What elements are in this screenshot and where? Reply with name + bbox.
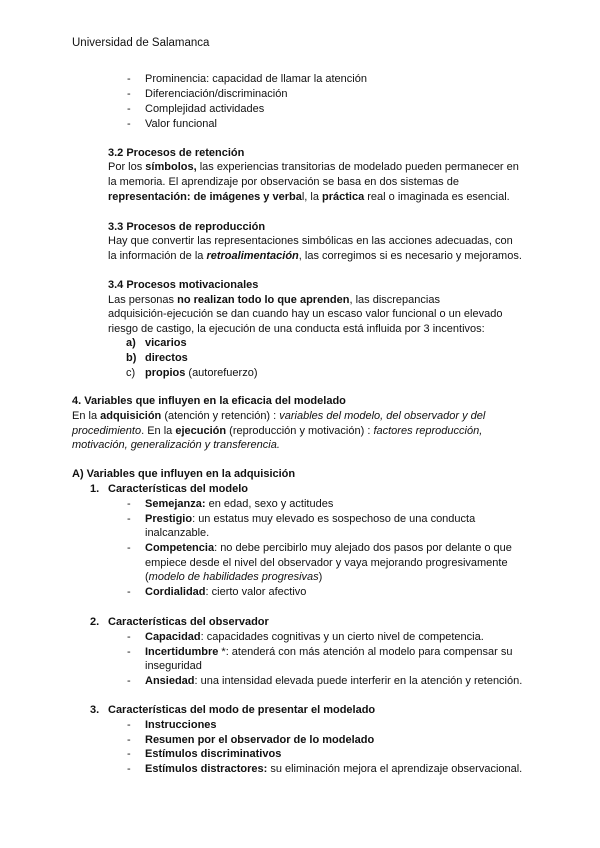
motivational-line-3: riesgo de castigo, la ejecución de una conducta está influida por 3 incentivos: [108,323,485,335]
list-item: Semejanza: en edad, sexo y actitudes [145,498,334,510]
list-item: Ansiedad: una intensidad elevada puede interferir en la atención y retención. [145,675,523,687]
motivational-line-2: adquisición-ejecución se dan cuando hay un escaso valor funcional o un elevado [108,308,503,320]
list-item: Complejidad actividades [145,103,265,115]
retention-heading: 3.2 Procesos de retención [108,147,245,159]
model-heading: Características del modelo [108,483,249,495]
variables-heading: 4. Variables que influyen en la eficacia del modelado [72,395,346,407]
list-item: Diferenciación/discriminación [145,88,288,100]
list-item: Prestigio: un estatus muy elevado es sospechoso de una conducta [145,513,476,525]
list-item: Competencia: no debe percibirlo muy alejado dos pasos por delante o que [145,542,512,554]
motivational-line-1: Las personas no realizan todo lo que aprenden, las discrepancias [108,294,440,306]
list-item: Incertidumbre *: atenderá con más atención al modelo para compensar su [145,646,513,658]
presentation-heading: Características del modo de presentar el modelado [108,704,376,716]
list-item: directos [145,352,188,364]
reproduction-line-2: la información de la retroalimentación, las corregimos si es necesario y mejoramos. [108,250,522,262]
list-item: Cordialidad: cierto valor afectivo [145,586,307,598]
list-item: Estímulos distractores: su eliminación mejora el aprendizaje observacional. [145,763,523,775]
list-item: vicarios [145,337,187,349]
reproduction-line-1: Hay que convertir las representaciones simbólicas en las acciones adecuadas, con [108,235,513,247]
retention-line-1: Por los símbolos, las experiencias transitorias de modelado pueden permanecer en [108,161,519,173]
page-header: Universidad de Salamanca [72,37,210,49]
reproduction-heading: 3.3 Procesos de reproducción [108,221,266,233]
motivational-heading: 3.4 Procesos motivacionales [108,279,259,291]
retention-line-2: la memoria. El aprendizaje por observación se basa en dos sistemas de [108,176,459,188]
list-item: Estímulos discriminativos [145,748,282,760]
variables-line-2: procedimiento. En la ejecución (reproducción y motivación) : factores reproducción, [72,425,483,437]
list-item: Capacidad: capacidades cognitivas y un cierto nivel de competencia. [145,631,484,643]
retention-line-3: representación: de imágenes y verbal, la práctica real o imaginada es esencial. [108,191,510,203]
list-item: propios (autorefuerzo) [145,367,258,379]
variables-line-1: En la adquisición (atención y retención) : variables del modelo, del observador y del [72,410,486,422]
observer-heading: Características del observador [108,616,269,628]
list-item: Resumen por el observador de lo modelado [145,734,375,746]
list-item: Instrucciones [145,719,217,731]
acquisition-heading: A) Variables que influyen en la adquisición [72,468,296,480]
list-item: Valor funcional [145,118,217,130]
variables-line-3: motivación, generalización y transferencia. [72,439,280,451]
list-item: Prominencia: capacidad de llamar la atención [145,73,367,85]
